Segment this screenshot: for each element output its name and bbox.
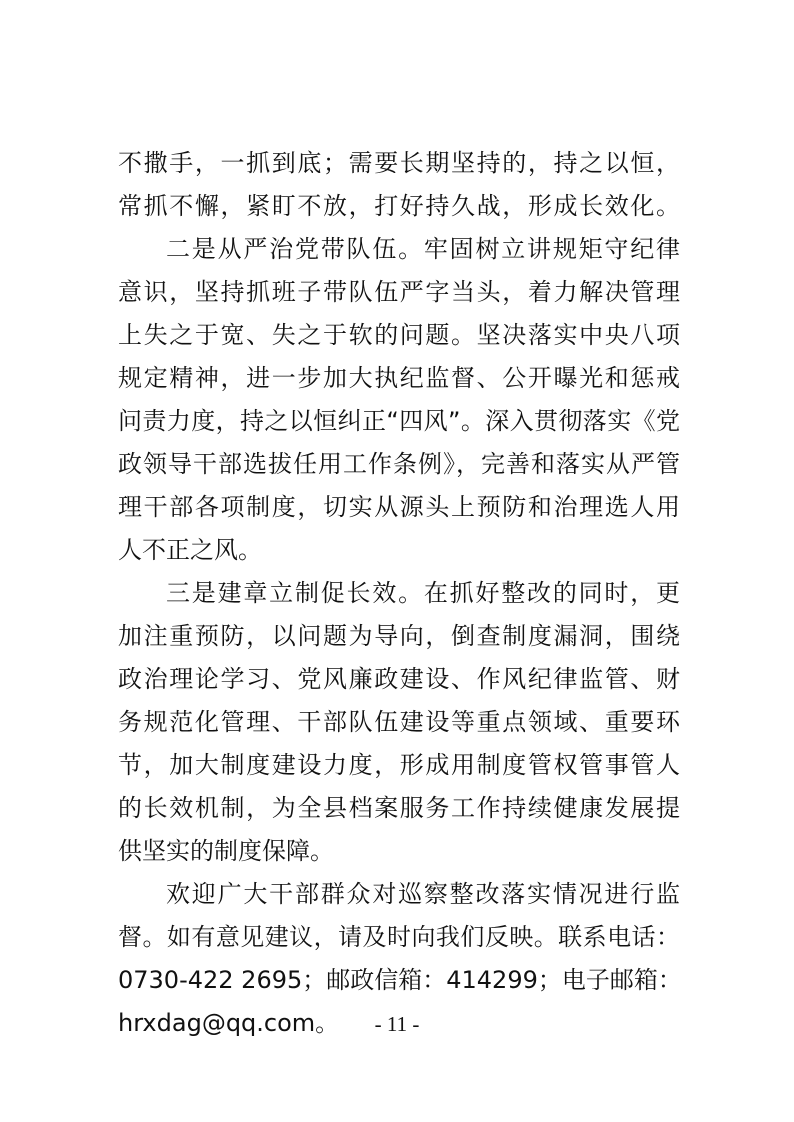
text-line: hrxdag@qq.com。 — [118, 1009, 340, 1037]
page-number: - 11 - — [374, 1012, 420, 1036]
text-line: 上失之于宽、失之于软的问题。坚决落实中央八项 — [118, 321, 680, 349]
text-line: 不撒手，一抓到底；需要长期坚持的，持之以恒， — [118, 149, 680, 177]
text-line: 人不正之风。 — [118, 536, 262, 564]
text-line: 政领导干部选拔任用工作条例》，完善和落实从严管 — [118, 450, 680, 478]
text-line: 督。如有意见建议，请及时向我们反映。联系电话： — [118, 923, 680, 951]
text-line: 常抓不懈，紧盯不放，打好持久战，形成长效化。 — [118, 192, 680, 220]
text-line: 加注重预防，以问题为导向，倒查制度漏洞，围绕 — [118, 622, 680, 650]
text-line: 二是从严治党带队伍。牢固树立讲规矩守纪律 — [166, 235, 680, 263]
text-line: 的长效机制，为全县档案服务工作持续健康发展提 — [118, 794, 680, 822]
text-line: 欢迎广大干部群众对巡察整改落实情况进行监 — [166, 880, 680, 908]
text-line: 三是建章立制促长效。在抓好整改的同时，更 — [166, 579, 680, 607]
text-line: 供坚实的制度保障。 — [118, 837, 334, 865]
text-line: 规定精神，进一步加大执纪监督、公开曝光和惩戒 — [118, 364, 680, 392]
text-line: 政治理论学习、党风廉政建设、作风纪律监管、财 — [118, 665, 680, 693]
text-line: 0730-422 2695；邮政信箱：414299；电子邮箱： — [118, 966, 682, 994]
text-line: 务规范化管理、干部队伍建设等重点领域、重要环 — [118, 708, 680, 736]
text-line: 问责力度，持之以恒纠正“四风”。深入贯彻落实《党 — [118, 407, 680, 435]
text-line: 意识，坚持抓班子带队伍严字当头，着力解决管理 — [118, 278, 680, 306]
text-line: 理干部各项制度，切实从源头上预防和治理选人用 — [118, 493, 680, 521]
text-line: 节，加大制度建设力度，形成用制度管权管事管人 — [118, 751, 680, 779]
